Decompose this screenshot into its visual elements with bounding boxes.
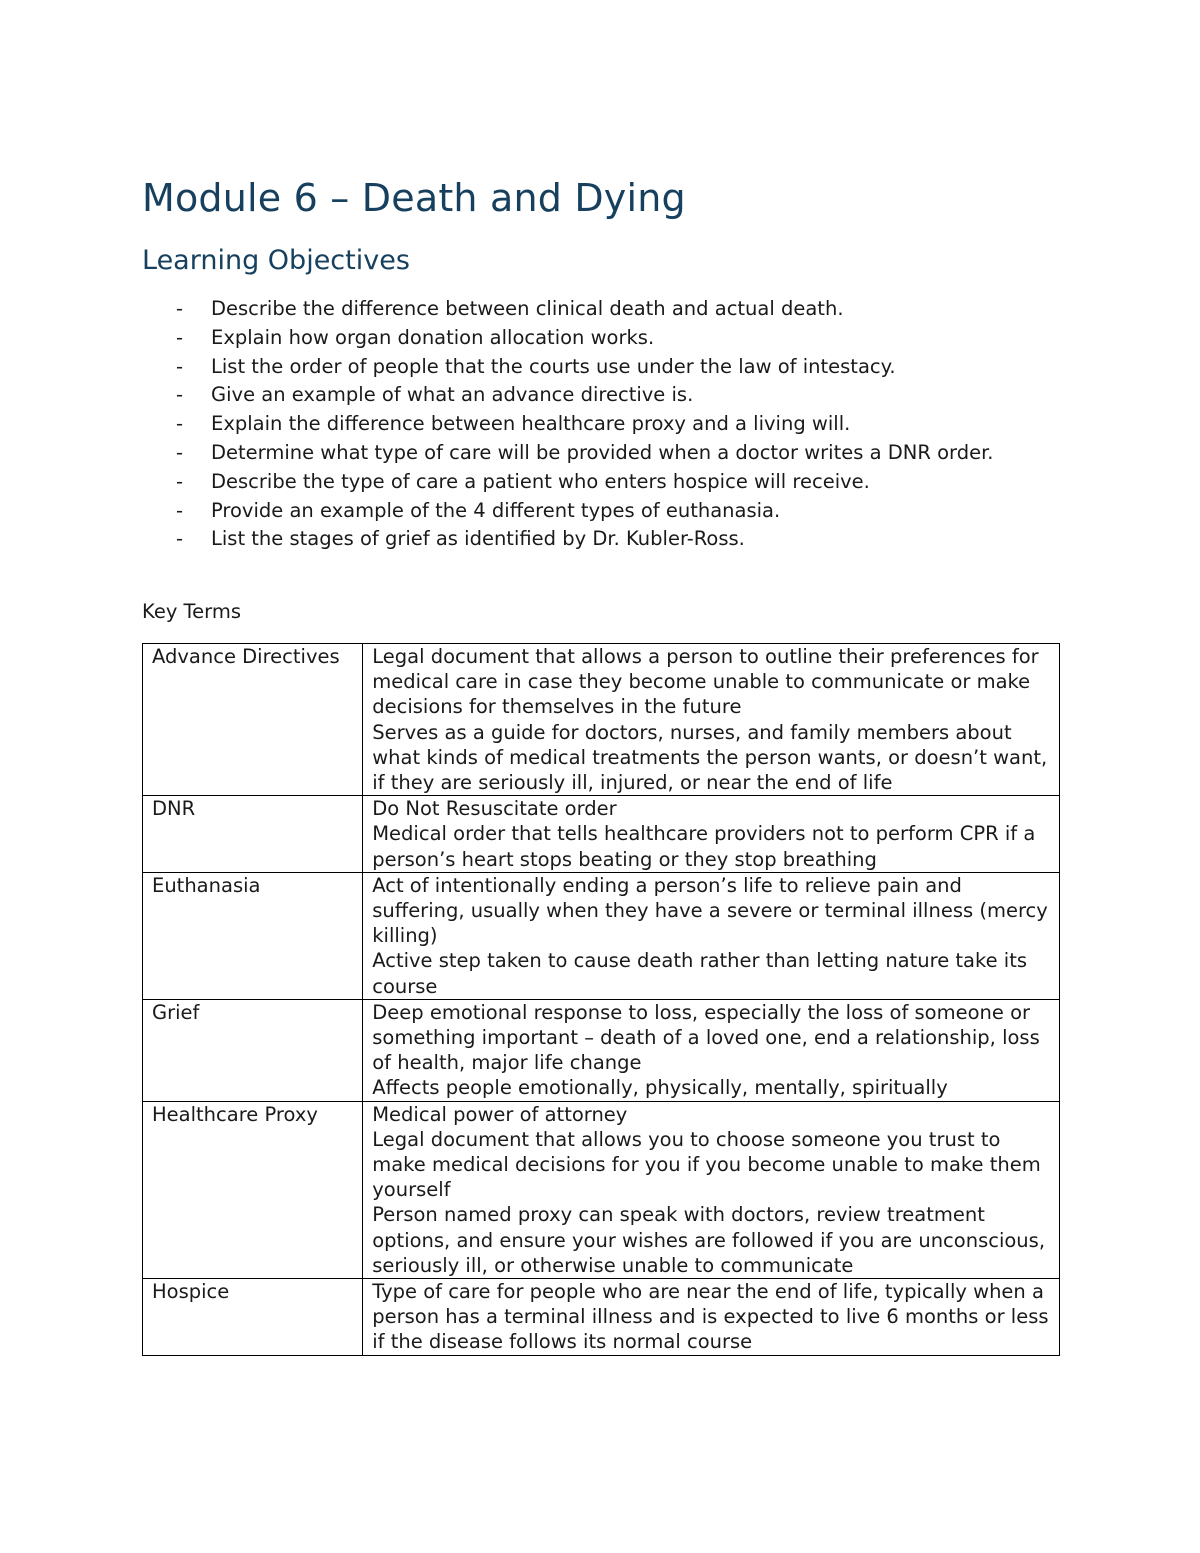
definition-line: Legal document that allows a person to outline their preferences for medical care in case they become unable to communicate or make decisions for themselves in the future xyxy=(372,645,1039,719)
objective-item xyxy=(142,381,1042,410)
objective-item xyxy=(142,324,1042,353)
definition-cell xyxy=(363,1101,1060,1278)
definition-line: Active step taken to cause death rather than letting nature take its course xyxy=(372,949,1028,998)
table-row xyxy=(143,796,1060,873)
definition-line: Legal document that allows you to choose someone you trust to make medical decisions for you if you become unable to make them yourself xyxy=(372,1127,1041,1202)
objective-text: List the order of people that the courts use under the law of intestacy. xyxy=(211,354,896,378)
definition-cell xyxy=(363,999,1060,1101)
definition-cell xyxy=(363,796,1060,873)
bullet-dash: - xyxy=(176,354,184,378)
key-terms-table xyxy=(142,643,1060,1356)
objective-item xyxy=(142,468,1042,497)
definition-cell xyxy=(363,1279,1060,1356)
term-cell: DNR xyxy=(143,796,363,873)
objective-item xyxy=(142,525,1042,554)
objective-text: Describe the type of care a patient who enters hospice will receive. xyxy=(211,469,870,493)
definition-line: Person named proxy can speak with doctors, review treatment options, and ensure your wishes are followed if you are unconscious, seriously ill, or otherwise unable to communicate xyxy=(372,1203,1046,1277)
objective-item xyxy=(142,353,1042,382)
definition-line: Act of intentionally ending a person’s life to relieve pain and suffering, usually when they have a severe or terminal illness (mercy killing) xyxy=(372,873,1048,948)
term-cell: Healthcare Proxy xyxy=(143,1101,363,1278)
objective-text: Determine what type of care will be provided when a doctor writes a DNR order. xyxy=(211,440,994,464)
objective-item xyxy=(142,295,1042,324)
definition-line: Do Not Resuscitate order xyxy=(372,797,617,821)
table-row xyxy=(143,1279,1060,1356)
objective-item xyxy=(142,439,1042,468)
objective-item xyxy=(142,410,1042,439)
objective-item xyxy=(142,497,1042,526)
bullet-dash: - xyxy=(176,297,184,320)
definition-line: Medical order that tells healthcare providers not to perform CPR if a person’s heart stops beating or they stop breathing xyxy=(372,822,1036,871)
bullet-dash: - xyxy=(176,325,184,349)
bullet-dash: - xyxy=(176,469,184,493)
term-cell: Advance Directives xyxy=(143,644,363,796)
definition-cell xyxy=(363,872,1060,999)
bullet-dash: - xyxy=(176,383,184,407)
definition-line: Type of care for people who are near the end of life, typically when a person has a terminal illness and is expected to live 6 months or less if the disease follows its normal course xyxy=(372,1280,1049,1354)
bullet-dash: - xyxy=(176,498,184,522)
term-cell: Euthanasia xyxy=(143,872,363,999)
objective-text: Explain how organ donation allocation works. xyxy=(211,325,655,349)
page-title: Module 6 – Death and Dying xyxy=(142,176,686,220)
definition-cell xyxy=(363,644,1060,796)
definition-line: Serves as a guide for doctors, nurses, and family members about what kinds of medical treatments the person wants, or doesn’t want, if they are seriously ill, injured, or near the end of life xyxy=(372,720,1048,795)
objective-text: Describe the difference between clinical death and actual death. xyxy=(211,297,844,320)
definition-line: Medical power of attorney xyxy=(372,1102,628,1126)
objective-text: Give an example of what an advance directive is. xyxy=(211,383,694,407)
learning-objectives-heading: Learning Objectives xyxy=(142,245,410,276)
learning-objectives-list xyxy=(142,295,1042,554)
bullet-dash: - xyxy=(176,527,184,551)
term-cell: Hospice xyxy=(143,1279,363,1356)
objective-text: Provide an example of the 4 different types of euthanasia. xyxy=(211,498,781,522)
bullet-dash: - xyxy=(176,440,184,464)
bullet-dash: - xyxy=(176,412,184,436)
term-cell: Grief xyxy=(143,999,363,1101)
definition-line: Affects people emotionally, physically, mentally, spiritually xyxy=(372,1076,948,1100)
definition-line: Deep emotional response to loss, especially the loss of someone or something important – death of a loved one, end a relationship, loss of health, major life change xyxy=(372,1000,1040,1075)
table-row xyxy=(143,1101,1060,1278)
objective-text: Explain the difference between healthcare proxy and a living will. xyxy=(211,412,851,436)
table-row xyxy=(143,999,1060,1101)
key-terms-label: Key Terms xyxy=(142,600,241,623)
table-row xyxy=(143,644,1060,796)
table-row xyxy=(143,872,1060,999)
objective-text: List the stages of grief as identified by Dr. Kubler-Ross. xyxy=(211,527,745,551)
